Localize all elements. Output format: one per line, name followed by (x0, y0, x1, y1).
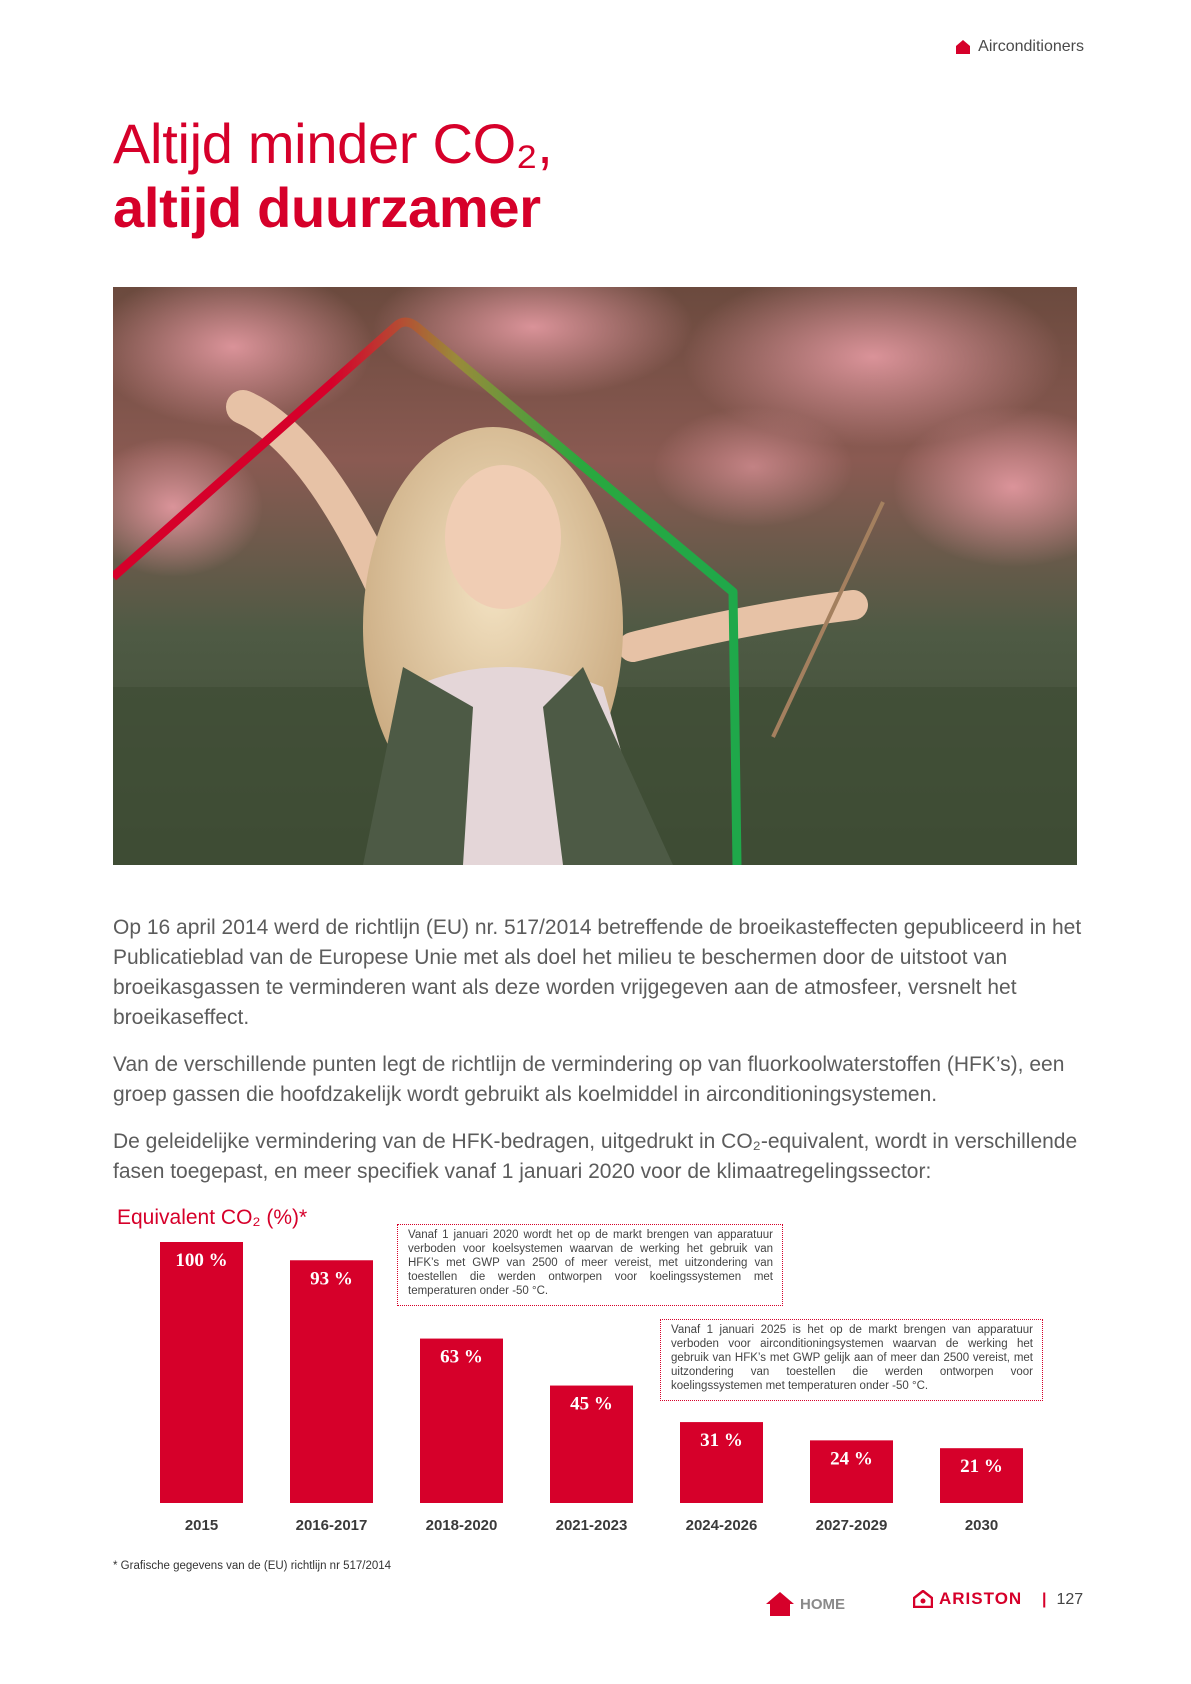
category-label: 2016-2017 (295, 1517, 368, 1534)
paragraph-1: Op 16 april 2014 werd de richtlijn (EU) nr. 517/2014 betreffende de broeikasteffecten gepubliceerd in het Publicatieblad van de Europese Unie met als doel het milieu te beschermen door de uitstoot van broeikasgassen te verminderen want als deze worden vrijgegeven aan de atmosfeer, versnelt het broeikaseffect. (113, 916, 1082, 1029)
home-link[interactable] (766, 1592, 845, 1616)
bar-value-label: 93 % (310, 1268, 353, 1290)
brand-name: ARISTON (939, 1589, 1023, 1608)
annotation-2025: Vanaf 1 januari 2025 is het op de markt brengen van apparatuur verboden voor airconditioningsystemen waarvan de werking het gebruik van HFK’s met GWP gelijk aan of meer dan 2500 vereist, met uitzondering van toestellen die werden ontworpen voor koelingssystemen met temperaturen onder -50 °C. (660, 1319, 1043, 1401)
bar-value-label: 24 % (830, 1448, 873, 1470)
home-icon (766, 1592, 794, 1616)
page-title (113, 112, 553, 240)
home-label: HOME (800, 1595, 845, 1613)
title-line-2: altijd duurzamer (113, 175, 541, 239)
paragraph-2: Van de verschillende punten legt de richtlijn de vermindering op van fluorkoolwaterstoffen (HFK’s), een groep gassen die hoofdzakelijk wordt gebruikt als koelmiddel in airconditioningsystemen. (113, 1053, 1065, 1106)
bar-value-label: 63 % (440, 1346, 483, 1368)
ariston-logo-icon (913, 1590, 933, 1608)
bar-value-label: 21 % (960, 1456, 1003, 1478)
category-label: 2021-2023 (555, 1517, 628, 1534)
page-number (1042, 1591, 1083, 1609)
page-number-value: 127 (1056, 1591, 1084, 1608)
bar-2015 (160, 1242, 243, 1503)
annotation-2020: Vanaf 1 januari 2020 wordt het op de markt brengen van apparatuur verboden voor koelsystemen waarvan de werking het gebruik van HFK’s met GWP van 2500 of meer vereist, met uitzondering van toestellen die werden ontworpen voor koelingssystemen met temperaturen onder -50 °C. (397, 1224, 783, 1306)
category-label: 2018-2020 (425, 1517, 498, 1534)
category-label: 2027-2029 (815, 1517, 888, 1534)
bar-value-label: 31 % (700, 1430, 743, 1452)
chart-footnote: * Grafische gegevens van de (EU) richtlijn nr 517/2014 (113, 1560, 392, 1572)
bar-2016-2017 (290, 1260, 373, 1503)
brand-logo (913, 1589, 1022, 1609)
page-separator: | (1042, 1591, 1047, 1608)
bar-value-label: 100 % (175, 1250, 228, 1271)
paragraph-3: De geleidelijke vermindering van de HFK-bedragen, uitgedrukt in CO₂-equivalent, wordt in verschillende fasen toegepast, en meer specifiek vanaf 1 januari 2020 voor de klimaatregelingssector: (113, 1130, 1078, 1183)
bar-value-label: 45 % (570, 1393, 613, 1415)
category-label: 2015 (184, 1517, 219, 1534)
house-icon (956, 40, 970, 54)
category-label: 2030 (964, 1517, 999, 1534)
title-line-1: Altijd minder CO₂, (113, 112, 553, 175)
body-text (113, 913, 1083, 1204)
section-tag (956, 38, 1084, 56)
category-label: 2024-2026 (685, 1517, 758, 1534)
section-label: Airconditioners (978, 38, 1084, 55)
chart-title: Equivalent CO₂ (%)* (117, 1206, 308, 1229)
hero-photo (113, 287, 1077, 865)
